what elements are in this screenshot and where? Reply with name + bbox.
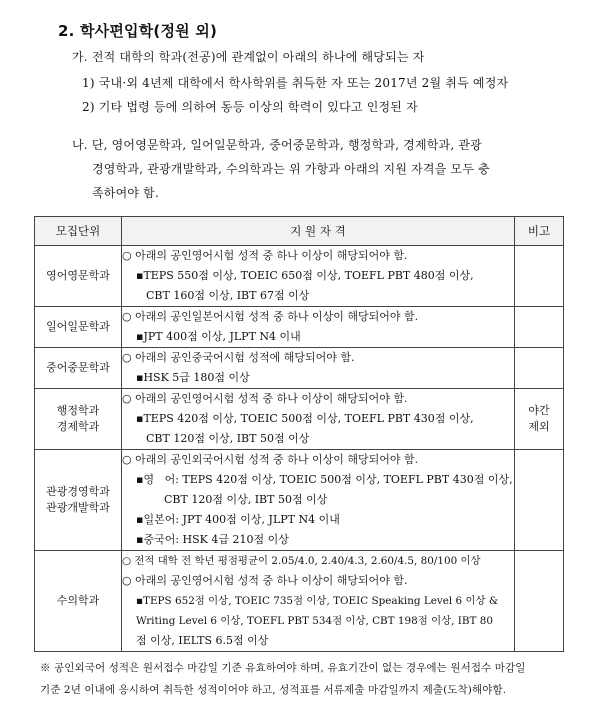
qualification-cell	[122, 551, 515, 652]
remark-cell	[515, 551, 564, 652]
remark-cell	[515, 348, 564, 389]
remark-text: 야간 제외	[528, 404, 550, 433]
header-unit: 모집단위	[35, 217, 122, 246]
qualification-cell	[122, 450, 515, 551]
requirement-line: ○ 아래의 공인외국어시험 성적 중 하나 이상이 해당되어야 함.	[122, 453, 419, 466]
requirement-line: ▪중국어: HSK 4급 210점 이상	[136, 533, 289, 546]
requirement-line: ○ 아래의 공인영어시험 성적 중 하나 이상이 해당되어야 함.	[122, 574, 408, 587]
table-row	[35, 348, 564, 389]
unit-name: 관광개발학과	[46, 501, 110, 514]
qualification-cell	[122, 348, 515, 389]
header-qualification: 지 원 자 격	[122, 217, 515, 246]
table-header-row	[35, 217, 564, 246]
unit-name: 행정학과	[56, 404, 100, 417]
unit-name: 일어일문학과	[46, 320, 110, 333]
requirement-line: ▪TEPS 652점 이상, TOEIC 735점 이상, TOEIC Speaking Level 6 이상 &	[136, 595, 499, 607]
footnote-line-2: 기준 2년 이내에 응시하여 취득한 성적이어야 하고, 성적표를 서류제출 마감일까지 제출(도착)해야함.	[40, 684, 507, 696]
qualification-cell	[122, 389, 515, 450]
remark-cell	[515, 246, 564, 307]
requirement-line: 점 이상, IELTS 6.5점 이상	[136, 634, 269, 647]
unit-name: 관광경영학과	[46, 485, 110, 498]
requirement-line: ○ 아래의 공인일본어시험 성적 중 하나 이상이 해당되어야 함.	[122, 310, 419, 323]
section-heading: 2. 학사편입학(정원 외)	[58, 22, 218, 40]
requirement-line: ▪JPT 400점 이상, JLPT N4 이내	[136, 330, 301, 343]
unit-name: 수의학과	[56, 594, 100, 607]
unit-name: 중어중문학과	[46, 361, 110, 374]
unit-name: 영어영문학과	[46, 269, 110, 282]
requirement-line: ○ 전적 대학 전 학년 평점평균이 2.05/4.0, 2.40/4.3, 2.60/4.5, 80/100 이상	[122, 555, 481, 567]
requirement-line: CBT 120점 이상, IBT 50점 이상	[164, 493, 328, 506]
unit-cell	[35, 348, 122, 389]
table-row	[35, 389, 564, 450]
remark-cell	[515, 307, 564, 348]
unit-name: 경제학과	[56, 420, 100, 433]
qualification-cell	[122, 246, 515, 307]
qualification-cell	[122, 307, 515, 348]
requirement-line: ○ 아래의 공인영어시험 성적 중 하나 이상이 해당되어야 함.	[122, 249, 408, 262]
requirement-line: ▪TEPS 550점 이상, TOEIC 650점 이상, TOEFL PBT 480점 이상,	[136, 269, 474, 282]
table-row	[35, 246, 564, 307]
requirement-line: ▪영 어: TEPS 420점 이상, TOEIC 500점 이상, TOEFL PBT 430점 이상,	[136, 473, 513, 486]
requirement-line: ▪TEPS 420점 이상, TOEIC 500점 이상, TOEFL PBT 430점 이상,	[136, 412, 474, 425]
requirement-line: ○ 아래의 공인영어시험 성적 중 하나 이상이 해당되어야 함.	[122, 392, 408, 405]
unit-cell	[35, 450, 122, 551]
unit-cell	[35, 389, 122, 450]
footnote-line-1: ※ 공인외국어 성적은 원서접수 마감일 기준 유효하여야 하며, 유효기간이 없는 경우에는 원서접수 마감일	[40, 662, 526, 674]
remark-cell	[515, 389, 564, 450]
table-row	[35, 450, 564, 551]
requirement-line: Writing Level 6 이상, TOEFL PBT 534점 이상, CBT 198점 이상, IBT 80	[136, 615, 493, 627]
requirement-line: CBT 160점 이상, IBT 67점 이상	[146, 289, 310, 302]
requirement-line: ○ 아래의 공인중국어시험 성적에 해당되어야 함.	[122, 351, 355, 364]
qualification-table	[34, 216, 564, 652]
header-remarks: 비고	[515, 217, 564, 246]
table-row	[35, 307, 564, 348]
para-ga-intro: 가. 전적 대학의 학과(전공)에 관계없이 아래의 하나에 해당되는 자	[72, 50, 425, 64]
table-row	[35, 551, 564, 652]
unit-cell	[35, 307, 122, 348]
unit-cell	[35, 551, 122, 652]
remark-cell	[515, 450, 564, 551]
para-na-line-1: 나. 단, 영어영문학과, 일어일문학과, 중어중문학과, 행정학과, 경제학과, 관광	[72, 138, 482, 152]
unit-cell	[35, 246, 122, 307]
para-na-line-2: 경영학과, 관광개발학과, 수의학과는 위 가항과 아래의 지원 자격을 모두 충	[92, 162, 490, 176]
requirement-line: ▪일본어: JPT 400점 이상, JLPT N4 이내	[136, 513, 340, 526]
requirement-line: ▪HSK 5급 180점 이상	[136, 371, 250, 384]
para-ga-item-1: 1) 국내·외 4년제 대학에서 학사학위를 취득한 자 또는 2017년 2월 취득 예정자	[82, 76, 509, 90]
para-ga-item-2: 2) 기타 법령 등에 의하여 동등 이상의 학력이 있다고 인정된 자	[82, 100, 418, 114]
requirement-line: CBT 120점 이상, IBT 50점 이상	[146, 432, 310, 445]
para-na-line-3: 족하여야 함.	[92, 186, 159, 200]
